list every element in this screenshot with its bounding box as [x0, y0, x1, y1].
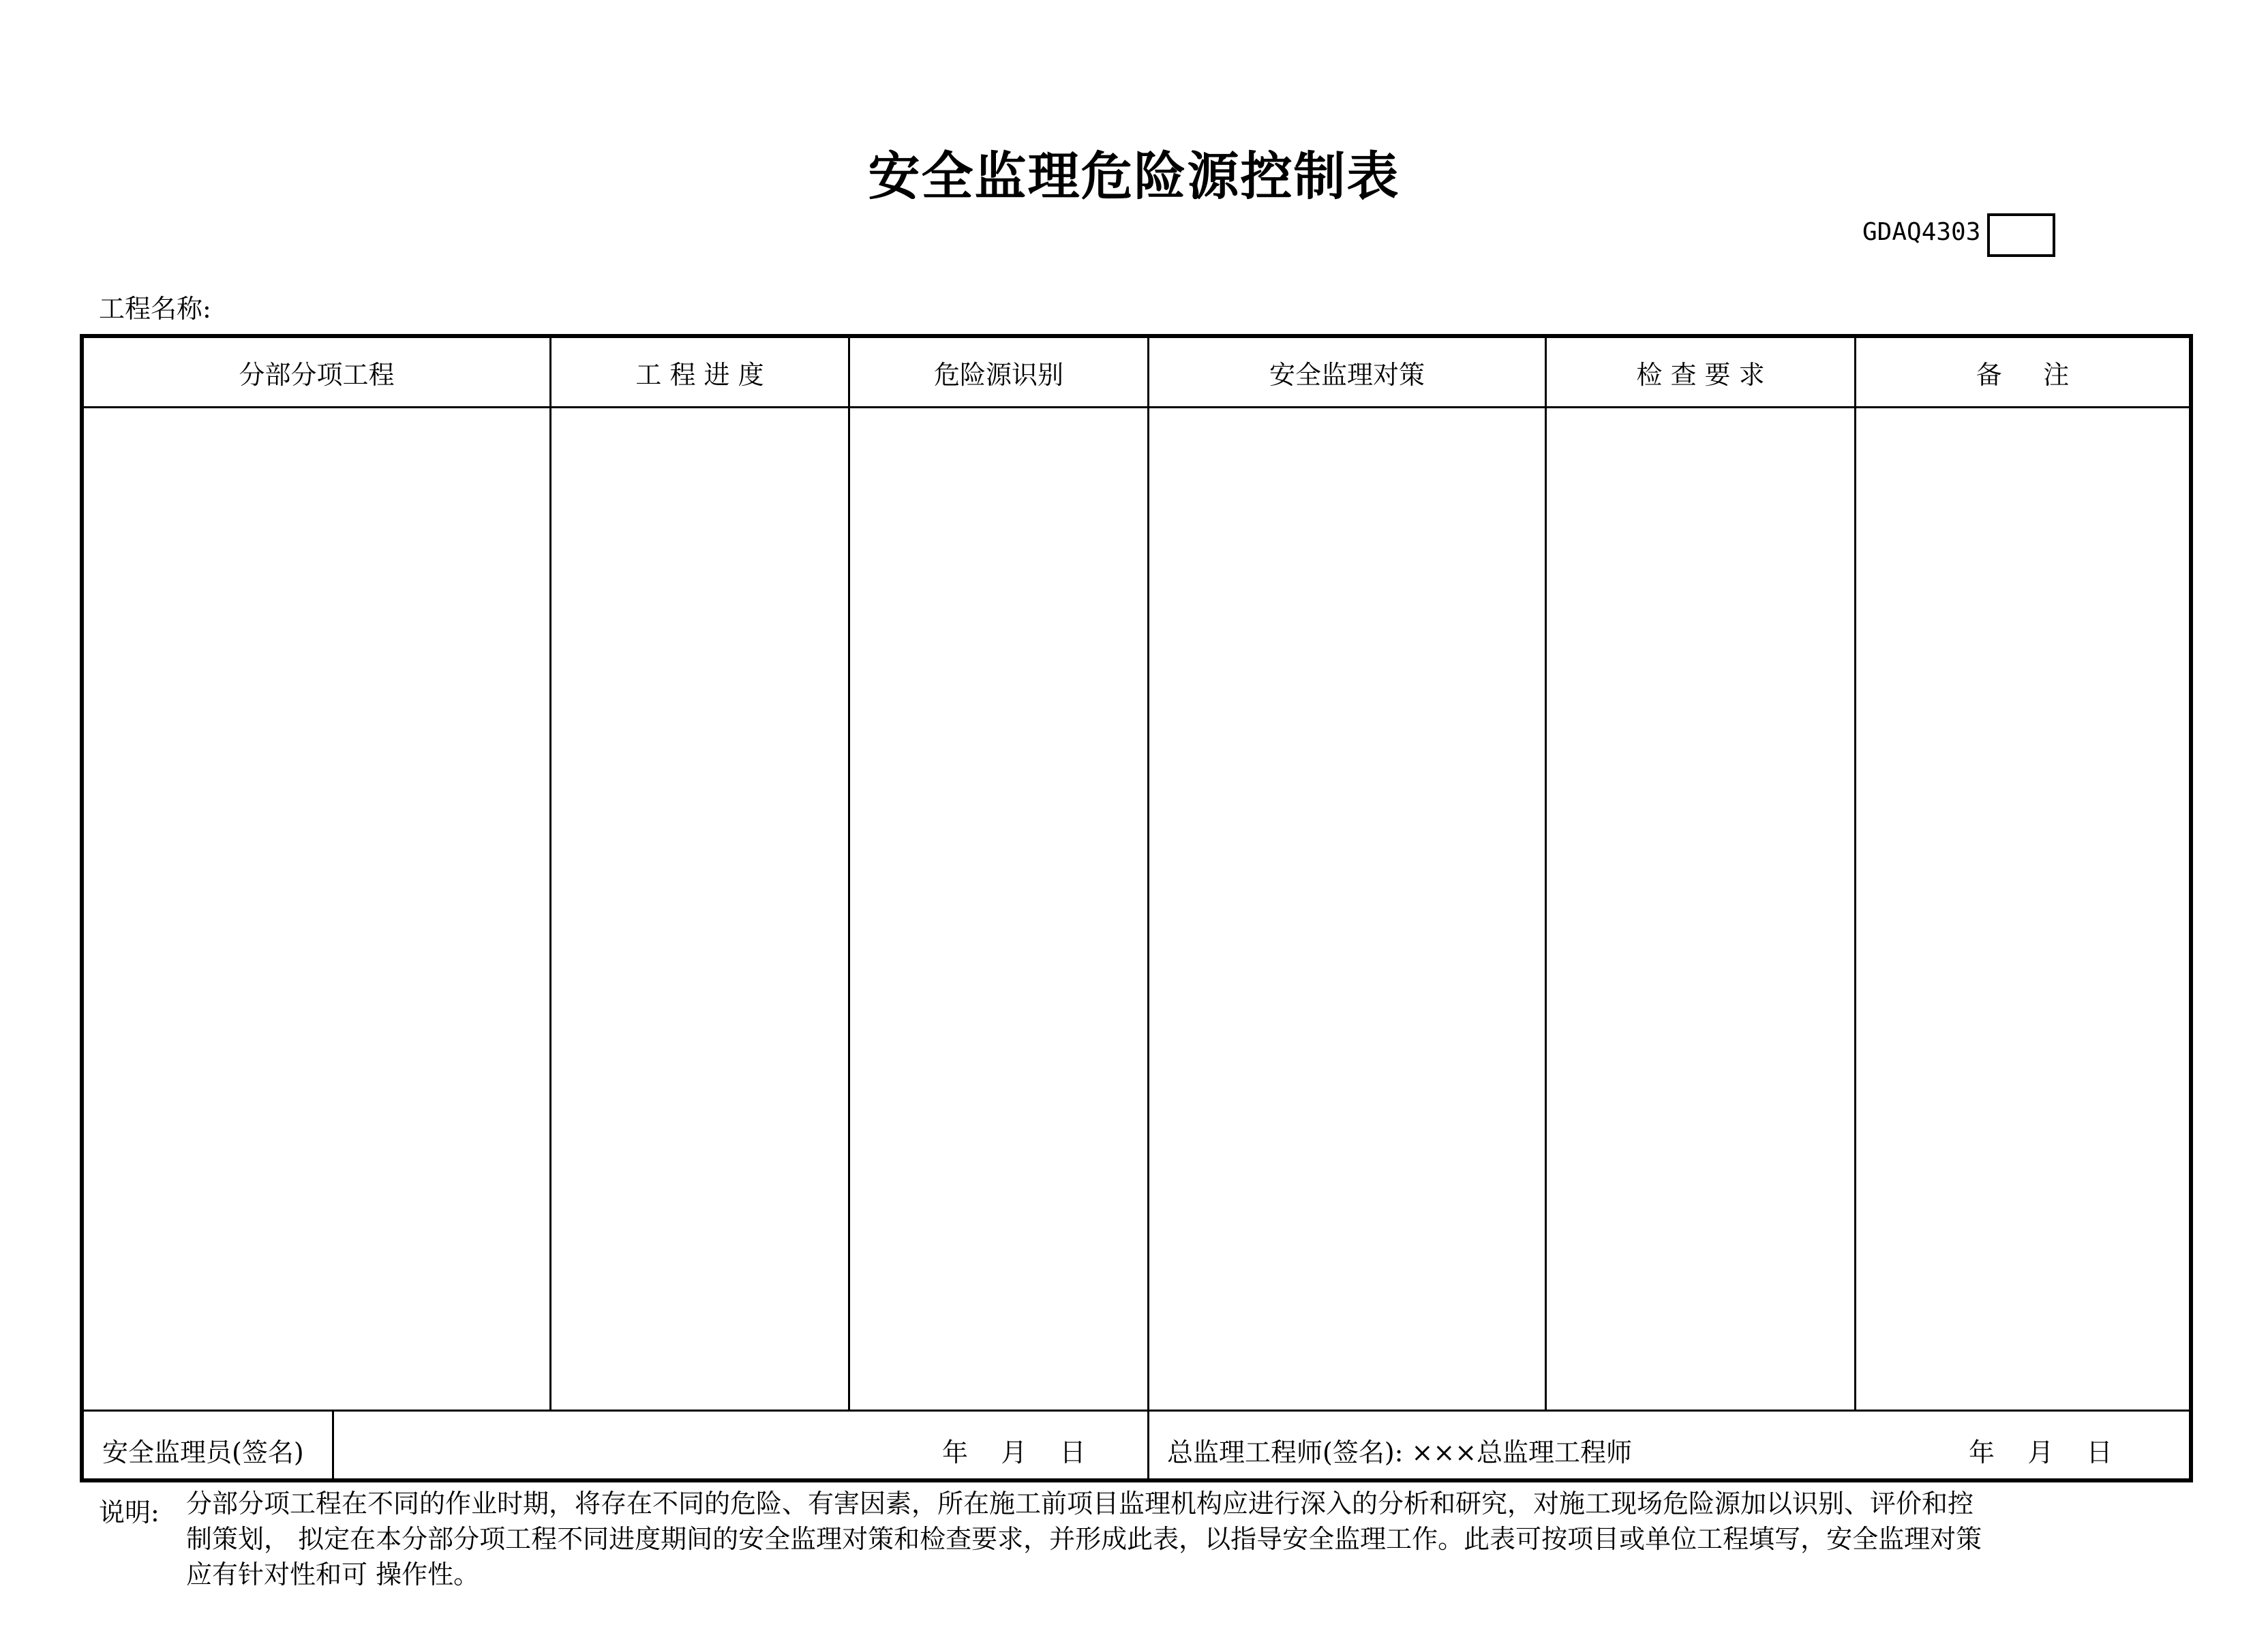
note-label: 说明: [99, 1497, 160, 1527]
header-safety-measures: 安全监理对策 [1269, 359, 1425, 390]
project-name-label: 工程名称: [99, 294, 211, 324]
form-code: GDAQ4303 [1862, 218, 1981, 246]
cell-sub-project[interactable] [84, 408, 549, 1410]
header-sub-project: 分部分项工程 [239, 359, 395, 390]
cell-inspection-requirements[interactable] [1547, 408, 1854, 1410]
note-line: 制策划， 拟定在本分部分项工程不同进度期间的安全监理对策和检查要求，并形成此表，以指导安全监理工作。此表可按项目或单位工程填写，安全监理对策 [186, 1524, 1982, 1554]
header-remarks: 备 注 [1976, 359, 2070, 390]
page-title: 安全监理危险源控制表 [868, 146, 1400, 207]
cell-safety-measures[interactable] [1149, 408, 1545, 1410]
cell-hazard-identification[interactable] [850, 408, 1147, 1410]
header-inspection-requirements: 检 查 要 求 [1636, 359, 1765, 390]
note-line: 分部分项工程在不同的作业时期，将存在不同的危险、有害因素，所在施工前项目监理机构应进行深入的分析和研究，对施工现场危险源加以识别、评价和控 [186, 1489, 1974, 1519]
chief-engineer-date: 年 月 日 [1969, 1437, 2113, 1467]
supervisor-signature-field[interactable] [334, 1412, 934, 1480]
note-line: 应有针对性和可 操作性。 [186, 1559, 480, 1589]
supervisor-signature-label: 安全监理员(签名) [102, 1437, 304, 1467]
cell-remarks[interactable] [1856, 408, 2189, 1410]
form-number-field[interactable] [1987, 213, 2055, 257]
chief-engineer-signature-label: 总监理工程师(签名): ×××总监理工程师 [1167, 1437, 1633, 1467]
cell-progress[interactable] [551, 408, 848, 1410]
note-text [186, 1486, 2197, 1592]
header-progress: 工 程 进 度 [635, 359, 764, 390]
supervisor-date: 年 月 日 [942, 1437, 1086, 1467]
header-hazard-identification: 危险源识别 [933, 359, 1063, 390]
